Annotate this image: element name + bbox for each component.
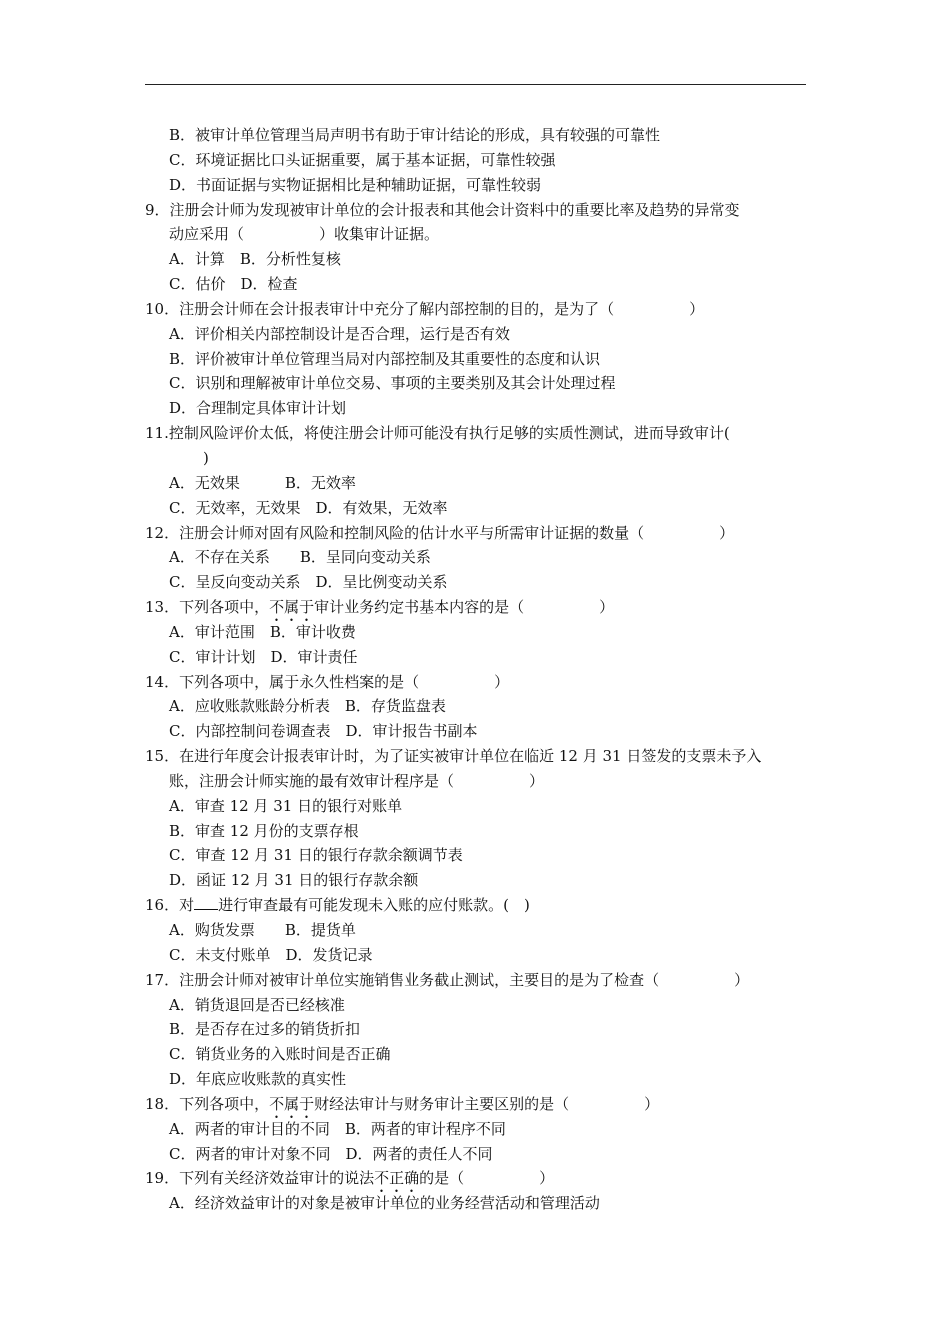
q15-option-a: A．审查 12 月 31 日的银行对账单 bbox=[169, 796, 403, 815]
q10-option-b: B．评价被审计单位管理当局对内部控制及其重要性的态度和认识 bbox=[169, 349, 601, 368]
q17-option-a: A．销货退回是否已经核准 bbox=[169, 995, 345, 1014]
q18-options-cd: C．两者的审计对象不同 D．两者的责任人不同 bbox=[169, 1144, 493, 1163]
q16-options-cd: C．未支付账单 D．发货记录 bbox=[169, 945, 373, 964]
q16-stem-end: 进行审查最有可能发现未入账的应付账款。( ) bbox=[218, 896, 530, 915]
q16-stem bbox=[145, 893, 815, 918]
header-rule bbox=[145, 84, 806, 85]
q17-option-b: B．是否存在过多的销货折扣 bbox=[169, 1020, 361, 1039]
q19-stem-start: 19．下列有关经济效益审计的说法 bbox=[145, 1169, 375, 1188]
q9-options-cd: C．估价 D．检查 bbox=[169, 275, 298, 294]
q18-emphasis: 不属于 bbox=[269, 1094, 315, 1113]
q12-options-ab: A．不存在关系 B．呈同向变动关系 bbox=[169, 548, 431, 567]
q10-option-c: C．识别和理解被审计单位交易、事项的主要类别及其会计处理过程 bbox=[169, 374, 616, 393]
q13-stem-end: 审计业务约定书基本内容的是（ ） bbox=[314, 598, 615, 617]
q15-option-d: D．函证 12 月 31 日的银行存款余额 bbox=[169, 871, 419, 890]
q14-options-ab: A．应收账款账龄分析表 B．存货监盘表 bbox=[169, 697, 446, 716]
q11-options-ab: A．无效果 B．无效率 bbox=[169, 473, 356, 492]
q10-option-a: A．评价相关内部控制设计是否合理，运行是否有效 bbox=[169, 324, 510, 343]
q8-option-d: D．书面证据与实物证据相比是种辅助证据，可靠性较弱 bbox=[169, 175, 542, 194]
q16-stem-start: 16．对 bbox=[145, 896, 195, 915]
q11-stem-cont: ) bbox=[203, 448, 209, 467]
q10-stem: 10．注册会计师在会计报表审计中充分了解内部控制的目的，是为了（ ） bbox=[145, 299, 705, 318]
q8-option-b: B．被审计单位管理当局声明书有助于审计结论的形成，具有较强的可靠性 bbox=[169, 126, 661, 144]
q13-options-cd: C．审计计划 D．审计责任 bbox=[169, 647, 358, 666]
q16-blank bbox=[194, 895, 218, 910]
q19-stem-end: 的是（ ） bbox=[419, 1169, 555, 1188]
q14-stem: 14．下列各项中，属于永久性档案的是（ ） bbox=[145, 672, 510, 691]
q10-option-d: D．合理制定具体审计计划 bbox=[169, 399, 347, 418]
q8-option-c: C．环境证据比口头证据重要，属于基本证据，可靠性较强 bbox=[169, 150, 556, 169]
q9-stem-cont: 动应采用（ ）收集审计证据。 bbox=[169, 225, 440, 244]
q13-stem-start: 13．下列各项中， bbox=[145, 598, 270, 617]
q15-stem-cont: 账，注册会计师实施的最有效审计程序是（ ） bbox=[169, 771, 545, 790]
q17-option-d: D．年底应收账款的真实性 bbox=[169, 1070, 347, 1089]
q18-stem-end: 财经法审计与财务审计主要区别的是（ ） bbox=[314, 1094, 660, 1113]
document-body bbox=[145, 123, 815, 1216]
q12-options-cd: C．呈反向变动关系 D．呈比例变动关系 bbox=[169, 573, 448, 592]
q18-stem bbox=[145, 1092, 815, 1117]
q19-option-a: A．经济效益审计的对象是被审计单位的业务经营活动和管理活动 bbox=[169, 1194, 600, 1213]
q19-emphasis: 不正确 bbox=[374, 1169, 420, 1188]
q19-stem bbox=[145, 1166, 815, 1191]
q18-stem-start: 18．下列各项中， bbox=[145, 1094, 270, 1113]
q16-options-ab: A．购货发票 B．提货单 bbox=[169, 921, 356, 939]
q17-option-c: C．销货业务的入账时间是否正确 bbox=[169, 1045, 391, 1064]
q13-emphasis: 不属于 bbox=[269, 598, 315, 617]
q17-stem: 17．注册会计师对被审计单位实施销售业务截止测试，主要目的是为了检查（ ） bbox=[145, 970, 750, 989]
q9-options-ab: A．计算 B．分析性复核 bbox=[169, 250, 341, 269]
q15-option-c: C．审查 12 月 31 日的银行存款余额调节表 bbox=[169, 846, 463, 865]
q13-stem bbox=[145, 595, 815, 620]
q12-stem: 12．注册会计师对固有风险和控制风险的估计水平与所需审计证据的数量（ ） bbox=[145, 523, 735, 542]
q15-option-b: B．审查 12 月份的支票存根 bbox=[169, 821, 359, 840]
q15-stem: 15．在进行年度会计报表审计时，为了证实被审计单位在临近 12 月 31 日签发的支票未予入 bbox=[145, 747, 762, 766]
q11-options-cd: C．无效率，无效果 D．有效果，无效率 bbox=[169, 498, 448, 517]
q11-stem: 11.控制风险评价太低，将使注册会计师可能没有执行足够的实质性测试，进而导致审计( bbox=[145, 424, 730, 443]
q18-options-ab: A．两者的审计目的不同 B．两者的审计程序不同 bbox=[169, 1119, 506, 1138]
q13-options-ab: A．审计范围 B．审计收费 bbox=[169, 622, 356, 641]
q9-stem: 9．注册会计师为发现被审计单位的会计报表和其他会计资料中的重要比率及趋势的异常变 bbox=[145, 200, 740, 219]
q14-options-cd: C．内部控制问卷调查表 D．审计报告书副本 bbox=[169, 722, 478, 741]
